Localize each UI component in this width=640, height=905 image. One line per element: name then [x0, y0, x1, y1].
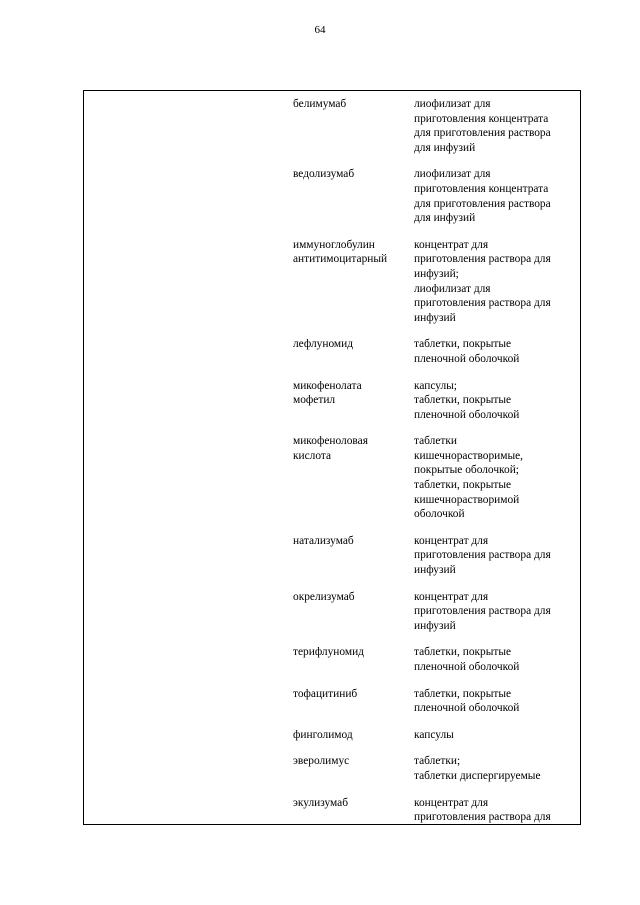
dosage-form-line: приготовления раствора для: [414, 253, 551, 266]
dosage-form-line: лиофилизат для: [414, 282, 491, 295]
drug-name-cell: [293, 645, 414, 674]
drug-name-line: окрелизумаб: [293, 590, 355, 603]
drug-name-line: лефлуномид: [293, 338, 354, 351]
table-row: [293, 534, 583, 578]
dosage-form-line: оболочкой: [414, 508, 465, 521]
drug-name-line: терифлуномид: [293, 646, 364, 659]
dosage-form-cell: [414, 645, 579, 674]
dosage-form-line: инфузий: [414, 311, 456, 324]
dosage-form-cell: [414, 534, 579, 578]
dosage-form-line: концентрат для: [414, 590, 489, 603]
dosage-form-line: концентрат для: [414, 534, 489, 547]
drug-name-line: тофацитиниб: [293, 687, 358, 700]
dosage-form-cell: [414, 590, 579, 634]
table-row: [293, 728, 583, 743]
table-row: [293, 167, 583, 225]
dosage-form-line: для инфузий: [414, 141, 476, 154]
dosage-form-line: приготовления раствора для: [414, 297, 551, 310]
dosage-form-line: приготовления раствора для: [414, 811, 551, 824]
drug-name-line: экулизумаб: [293, 796, 349, 809]
drug-table: [293, 97, 583, 825]
dosage-form-line: инфузий;: [414, 267, 459, 280]
dosage-form-line: покрытые оболочкой;: [414, 464, 519, 477]
dosage-form-line: инфузий: [414, 619, 456, 632]
drug-name-line: иммуноглобулин: [293, 238, 375, 251]
dosage-form-line: для приготовления раствора: [414, 127, 551, 140]
drug-name-cell: [293, 337, 414, 366]
drug-name-line: микофенолата: [293, 379, 362, 392]
table-row: [293, 238, 583, 326]
dosage-form-line: таблетки, покрытые: [414, 687, 512, 700]
drug-name-line: натализумаб: [293, 534, 354, 547]
dosage-form-line: таблетки диспергируемые: [414, 769, 541, 782]
dosage-form-line: таблетки, покрытые: [414, 479, 512, 492]
dosage-form-line: пленочной оболочкой: [414, 661, 520, 673]
dosage-form-line: лиофилизат для: [414, 168, 491, 181]
dosage-form-cell: [414, 337, 579, 366]
table-row: [293, 796, 583, 825]
dosage-form-line: приготовления раствора для: [414, 605, 551, 618]
dosage-form-cell: [414, 434, 579, 522]
table-row: [293, 97, 583, 155]
drug-name-line: финголимод: [293, 728, 353, 741]
dosage-form-line: концентрат для: [414, 238, 489, 251]
dosage-form-line: капсулы: [414, 728, 454, 741]
drug-name-line: ведолизумаб: [293, 168, 355, 181]
dosage-form-cell: [414, 796, 579, 825]
dosage-form-line: кишечнорастворимые,: [414, 449, 524, 462]
drug-name-cell: [293, 754, 414, 783]
dosage-form-line: лиофилизат для: [414, 98, 491, 110]
page-number: 64: [314, 24, 326, 36]
dosage-form-line: таблетки: [414, 435, 458, 448]
drug-name-cell: [293, 590, 414, 634]
dosage-form-line: пленочной оболочкой: [414, 408, 520, 421]
dosage-form-line: пленочной оболочкой: [414, 352, 520, 365]
dosage-form-cell: [414, 167, 579, 225]
drug-name-cell: [293, 97, 414, 155]
drug-name-line: кислота: [293, 449, 332, 462]
drug-name-cell: [293, 534, 414, 578]
table-row: [293, 337, 583, 366]
dosage-form-line: приготовления концентрата: [414, 182, 549, 195]
dosage-form-line: для приготовления раствора: [414, 197, 551, 210]
drug-name-cell: [293, 434, 414, 522]
dosage-form-cell: [414, 687, 579, 716]
dosage-form-cell: [414, 379, 579, 423]
drug-name-cell: [293, 728, 414, 743]
table-row: [293, 590, 583, 634]
dosage-form-cell: [414, 238, 579, 326]
drug-name-line: микофеноловая: [293, 435, 368, 448]
dosage-form-line: пленочной оболочкой: [414, 702, 520, 715]
table-row: [293, 645, 583, 674]
dosage-form-cell: [414, 754, 579, 783]
drug-name-cell: [293, 379, 414, 423]
dosage-form-line: приготовления концентрата: [414, 112, 549, 125]
drug-name-cell: [293, 796, 414, 825]
drug-name-line: мофетил: [293, 394, 336, 407]
dosage-form-line: кишечнорастворимой: [414, 493, 520, 506]
dosage-form-line: таблетки, покрытые: [414, 394, 512, 407]
dosage-form-cell: [414, 97, 579, 155]
dosage-form-line: таблетки, покрытые: [414, 646, 512, 659]
dosage-form-line: капсулы;: [414, 379, 457, 392]
dosage-form-line: инфузий: [414, 564, 456, 577]
dosage-form-line: приготовления раствора для: [414, 549, 551, 562]
drug-name-line: антитимоцитарный: [293, 253, 388, 266]
dosage-form-line: таблетки, покрытые: [414, 338, 512, 351]
table-row: [293, 434, 583, 522]
drug-name-cell: [293, 687, 414, 716]
dosage-form-line: таблетки;: [414, 755, 461, 768]
dosage-form-cell: [414, 728, 579, 743]
drug-name-cell: [293, 238, 414, 326]
dosage-form-line: концентрат для: [414, 796, 489, 809]
drug-name-cell: [293, 167, 414, 225]
table-row: [293, 379, 583, 423]
dosage-form-line: для инфузий: [414, 212, 476, 225]
drug-name-line: белимумаб: [293, 98, 347, 110]
table-row: [293, 754, 583, 783]
drug-name-line: эверолимус: [293, 755, 350, 768]
table-row: [293, 687, 583, 716]
